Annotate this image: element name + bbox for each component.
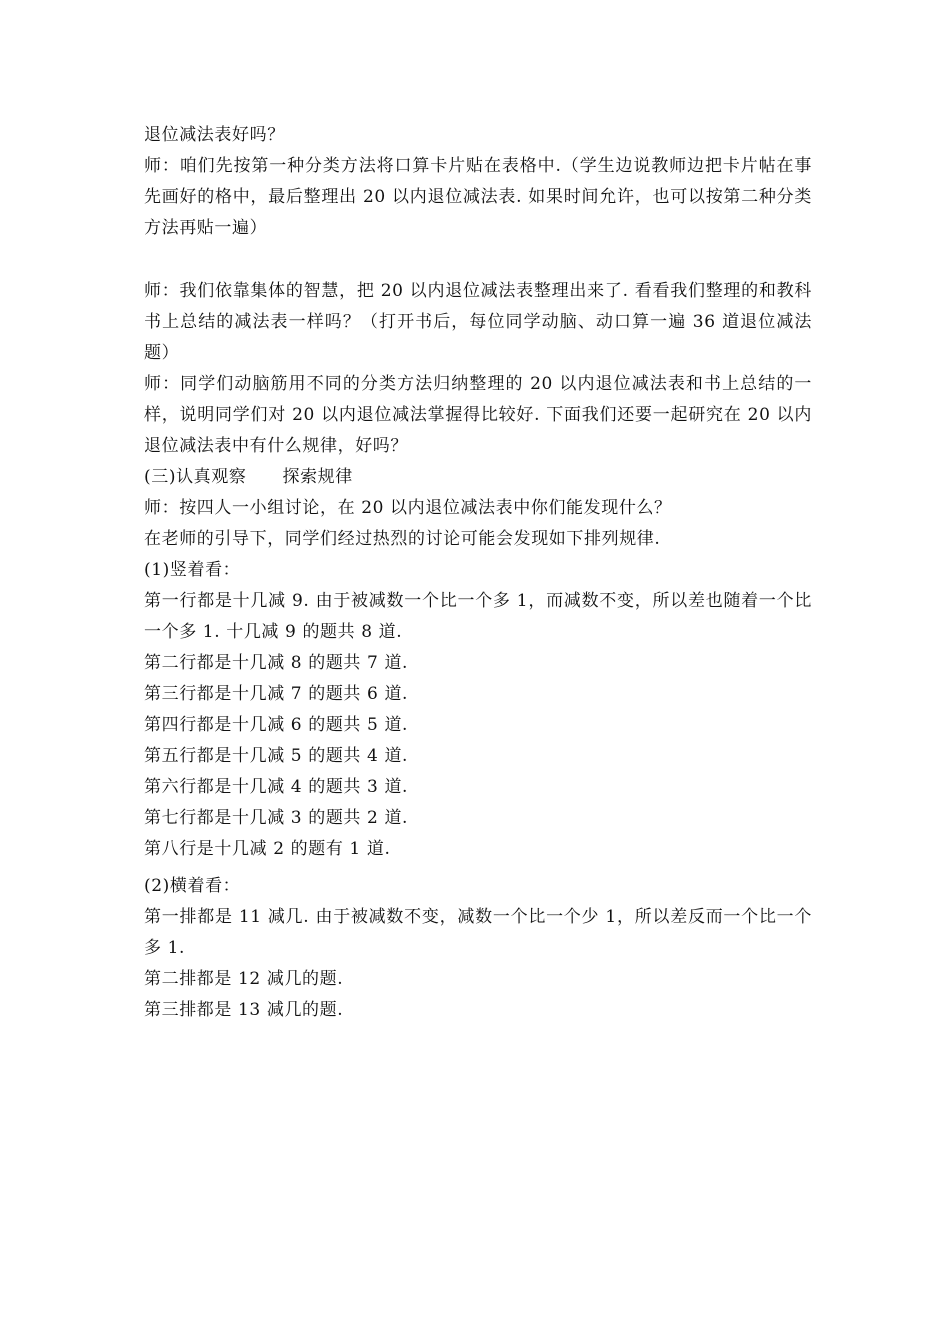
- paragraph-spacer: [144, 244, 812, 276]
- list-item: 第八行是十几减 2 的题有 1 道.: [144, 839, 391, 859]
- list-item: 第七行都是十几减 3 的题共 2 道.: [144, 808, 409, 828]
- paragraph: 师：我们依靠集体的智慧，把 20 以内退位减法表整理出来了. 看看我们整理的和教科书上总结的减法表一样吗？（打开书后，每位同学动脑、动口算一遍 36 道退位减法题）: [144, 281, 812, 363]
- paragraph: 退位减法表好吗？: [144, 125, 285, 145]
- paragraph: 第一行都是十几减 9. 由于被减数一个比一个多 1，而减数不变，所以差也随着一个比一个多 1. 十几减 9 的题共 8 道.: [144, 591, 812, 642]
- list-item: 第三排都是 13 减几的题.: [144, 1000, 344, 1020]
- list-item: 第六行都是十几减 4 的题共 3 道.: [144, 777, 409, 797]
- section-heading-number: (三)认真观察: [144, 467, 247, 487]
- subheading-vertical: (1)竖着看：: [144, 560, 241, 580]
- section-heading: [144, 462, 812, 493]
- list-item: 第二行都是十几减 8 的题共 7 道.: [144, 653, 409, 673]
- paragraph: 师：按四人一小组讨论，在 20 以内退位减法表中你们能发现什么？: [144, 498, 672, 518]
- paragraph: 师：同学们动脑筋用不同的分类方法归纳整理的 20 以内退位减法表和书上总结的一样，说明同学们对 20 以内退位减法掌握得比较好. 下面我们还要一起研究在 20 以内退位减法表中有什么规律，好吗？: [144, 374, 812, 456]
- list-item: 第三行都是十几减 7 的题共 6 道.: [144, 684, 409, 704]
- list-item: 第二排都是 12 减几的题.: [144, 969, 344, 989]
- section-heading-title: 探索规律: [282, 467, 353, 487]
- subheading-horizontal: (2)横着看：: [144, 876, 241, 896]
- paragraph: 在老师的引导下，同学们经过热烈的讨论可能会发现如下排列规律.: [144, 529, 661, 549]
- paragraph: 师：咱们先按第一种分类方法将口算卡片贴在表格中.（学生边说教师边把卡片帖在事先画好的格中，最后整理出 20 以内退位减法表. 如果时间允许，也可以按第二种分类方法再贴一遍）: [144, 156, 812, 238]
- list-item: 第五行都是十几减 5 的题共 4 道.: [144, 746, 409, 766]
- paragraph: 第一排都是 11 减几. 由于被减数不变，减数一个比一个少 1，所以差反而一个比一个多 1.: [144, 907, 812, 958]
- document-body: [144, 120, 812, 1026]
- list-item: 第四行都是十几减 6 的题共 5 道.: [144, 715, 409, 735]
